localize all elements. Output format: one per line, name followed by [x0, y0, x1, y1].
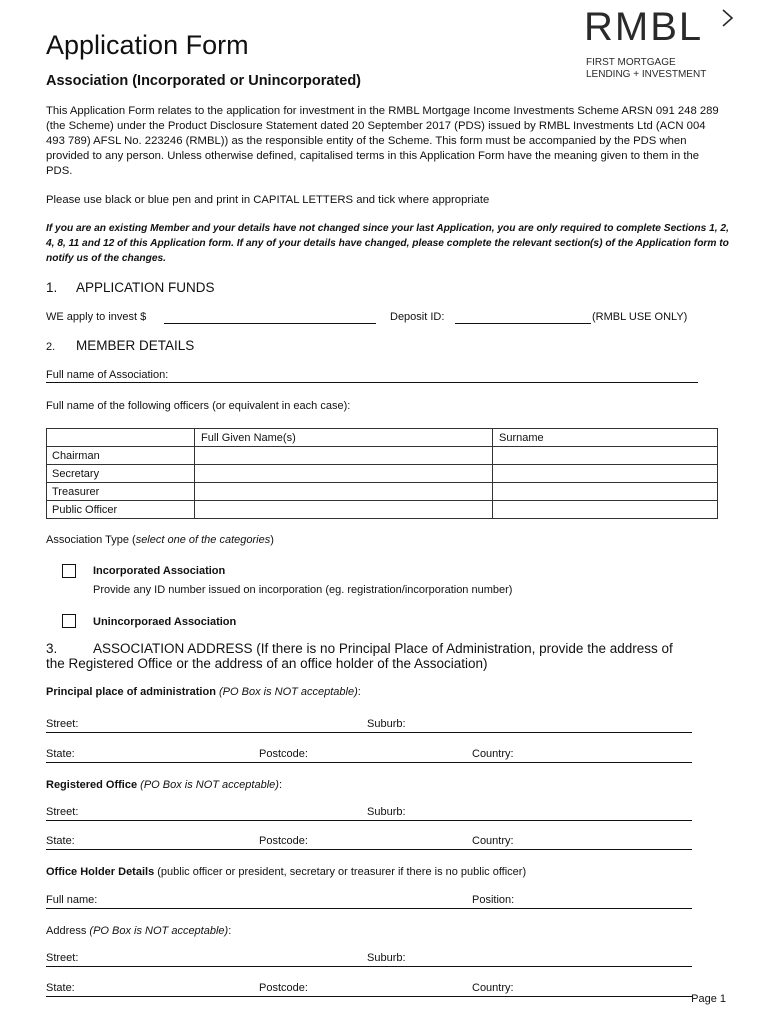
rmbl-use-only: (RMBL USE ONLY) — [592, 311, 688, 323]
holder-postcode-label: Postcode: — [259, 982, 308, 994]
registered-po-note: (PO Box is NOT acceptable) — [140, 779, 279, 791]
holder-state-label: State: — [46, 982, 75, 994]
apply-invest-label: WE apply to invest $ — [46, 311, 147, 323]
association-type-label — [46, 534, 274, 546]
principal-colon: : — [357, 686, 361, 698]
address-colon: : — [228, 925, 232, 937]
table-row — [47, 465, 718, 483]
officer-role-secretary: Secretary — [47, 465, 195, 483]
officer-role-chairman: Chairman — [47, 447, 195, 465]
unincorporated-checkbox[interactable] — [62, 614, 76, 628]
registered-office-heading — [46, 779, 282, 791]
table-header-surname: Surname — [493, 429, 718, 447]
rmbl-logo: RMBL — [584, 5, 704, 49]
holder-street-suburb-field[interactable] — [46, 966, 692, 967]
table-header-blank — [47, 429, 195, 447]
table-row — [47, 447, 718, 465]
registered-state-postcode-country-field[interactable] — [46, 849, 692, 850]
principal-country-label: Country: — [472, 748, 514, 760]
table-header-given-names: Full Given Name(s) — [195, 429, 493, 447]
holder-state-postcode-country-field[interactable] — [46, 996, 692, 997]
holder-street-label: Street: — [46, 952, 79, 964]
logo-chevron-icon — [718, 7, 738, 29]
principal-postcode-label: Postcode: — [259, 748, 308, 760]
registered-street-suburb-field[interactable] — [46, 820, 692, 821]
principal-state-label: State: — [46, 748, 75, 760]
office-holder-heading — [46, 866, 526, 878]
deposit-id-field[interactable] — [455, 323, 591, 324]
holder-suburb-label: Suburb: — [367, 952, 406, 964]
office-holder-position-label: Position: — [472, 894, 515, 906]
treasurer-surname-cell[interactable] — [493, 483, 718, 501]
section1-number: 1. — [46, 280, 58, 295]
office-holder-label: Office Holder Details — [46, 866, 155, 878]
chairman-surname-cell[interactable] — [493, 447, 718, 465]
registered-postcode-label: Postcode: — [259, 835, 308, 847]
section1-heading — [46, 280, 215, 295]
chairman-given-names-cell[interactable] — [195, 447, 493, 465]
section3-number: 3. — [46, 641, 58, 656]
registered-office-label: Registered Office — [46, 779, 138, 791]
page-number: Page 1 — [691, 993, 726, 1005]
holder-country-label: Country: — [472, 982, 514, 994]
registered-street-label: Street: — [46, 806, 79, 818]
page-title: Application Form — [46, 30, 249, 60]
secretary-surname-cell[interactable] — [493, 465, 718, 483]
officers-intro: Full name of the following officers (or equivalent in each case): — [46, 400, 351, 412]
section2-heading — [46, 338, 194, 353]
office-holder-address-heading — [46, 925, 231, 937]
section3-heading — [46, 641, 673, 671]
public-officer-given-names-cell[interactable] — [195, 501, 493, 519]
assoc-type-suffix: ) — [270, 534, 274, 546]
principal-state-postcode-country-field[interactable] — [46, 762, 692, 763]
principal-po-note: (PO Box is NOT acceptable) — [219, 686, 358, 698]
table-row — [47, 483, 718, 501]
section1-title: APPLICATION FUNDS — [76, 280, 215, 295]
registered-suburb-label: Suburb: — [367, 806, 406, 818]
association-name-label: Full name of Association: — [46, 369, 169, 381]
officer-role-public-officer: Public Officer — [47, 501, 195, 519]
principal-place-heading — [46, 686, 361, 698]
logo-tagline — [586, 57, 706, 81]
section2-number: 2. — [46, 341, 56, 353]
treasurer-given-names-cell[interactable] — [195, 483, 493, 501]
address-label: Address — [46, 925, 87, 937]
table-row — [47, 501, 718, 519]
officer-role-treasurer: Treasurer — [47, 483, 195, 501]
intro-text: This Application Form relates to the application for investment in the RMBL Mortgage Income Investments Scheme ARSN 091 248 289 (the Scheme) under the Product Disclosure Statement dated 20 September 2017 (PDS) issued by RMBL Investments Ltd (ACN 004 493 789) AFSL No. 223246 (RMBL)) as the responsible entity of the Scheme. This form must be accompanied by the PDS when provided to any person. Unless otherwise defined, capitalised terms in this Application Form have the meaning given to them in the PDS. — [46, 105, 719, 177]
registered-state-label: State: — [46, 835, 75, 847]
deposit-id-label: Deposit ID: — [390, 311, 445, 323]
secretary-given-names-cell[interactable] — [195, 465, 493, 483]
public-officer-surname-cell[interactable] — [493, 501, 718, 519]
assoc-type-italic: select one of the categories — [135, 534, 271, 546]
association-name-field[interactable] — [46, 382, 698, 383]
principal-place-label: Principal place of administration — [46, 686, 216, 698]
principal-suburb-label: Suburb: — [367, 718, 406, 730]
intro-paragraph — [46, 104, 726, 182]
table-header-row — [47, 429, 718, 447]
page-subtitle: Association (Incorporated or Unincorporated) — [46, 73, 361, 89]
address-po-note: (PO Box is NOT acceptable) — [89, 925, 229, 937]
office-holder-note: (public officer or president, secretary or treasurer if there is no public officer) — [157, 866, 527, 878]
officers-table — [46, 428, 718, 519]
logo-tagline-line2: LENDING + INVESTMENT — [586, 69, 707, 80]
section3-title-line2: the Registered Office or the address of an office holder of the Association) — [46, 656, 488, 671]
assoc-type-prefix: Association Type ( — [46, 534, 136, 546]
incorporated-label: Incorporated Association — [93, 565, 226, 577]
section3-heading-line1 — [46, 641, 673, 656]
registered-country-label: Country: — [472, 835, 514, 847]
invest-amount-field[interactable] — [164, 323, 376, 324]
logo-tagline-line1: FIRST MORTGAGE — [586, 57, 676, 68]
existing-member-note: If you are an existing Member and your details have not changed since your last Application, you are only required to complete Sections 1, 2, 4, 8, 11 and 12 of this Application form. If any of your details have changed, please complete the relevant section(s) of the Application form to notify us of the changes. — [46, 223, 729, 264]
office-holder-name-position-field[interactable] — [46, 908, 692, 909]
pen-instruction: Please use black or blue pen and print in CAPITAL LETTERS and tick where appropriate — [46, 194, 490, 206]
registered-colon: : — [278, 779, 282, 791]
section2-title: MEMBER DETAILS — [76, 338, 195, 353]
incorporated-id-hint: Provide any ID number issued on incorporation (eg. registration/incorporation number) — [93, 584, 513, 596]
office-holder-name-label: Full name: — [46, 894, 98, 906]
section3-title-line1: ASSOCIATION ADDRESS (If there is no Principal Place of Administration, provide the address of — [93, 641, 673, 656]
unincorporated-label: Unincorporaed Association — [93, 616, 237, 628]
principal-street-label: Street: — [46, 718, 79, 730]
principal-street-suburb-field[interactable] — [46, 732, 692, 733]
incorporated-checkbox[interactable] — [62, 564, 76, 578]
